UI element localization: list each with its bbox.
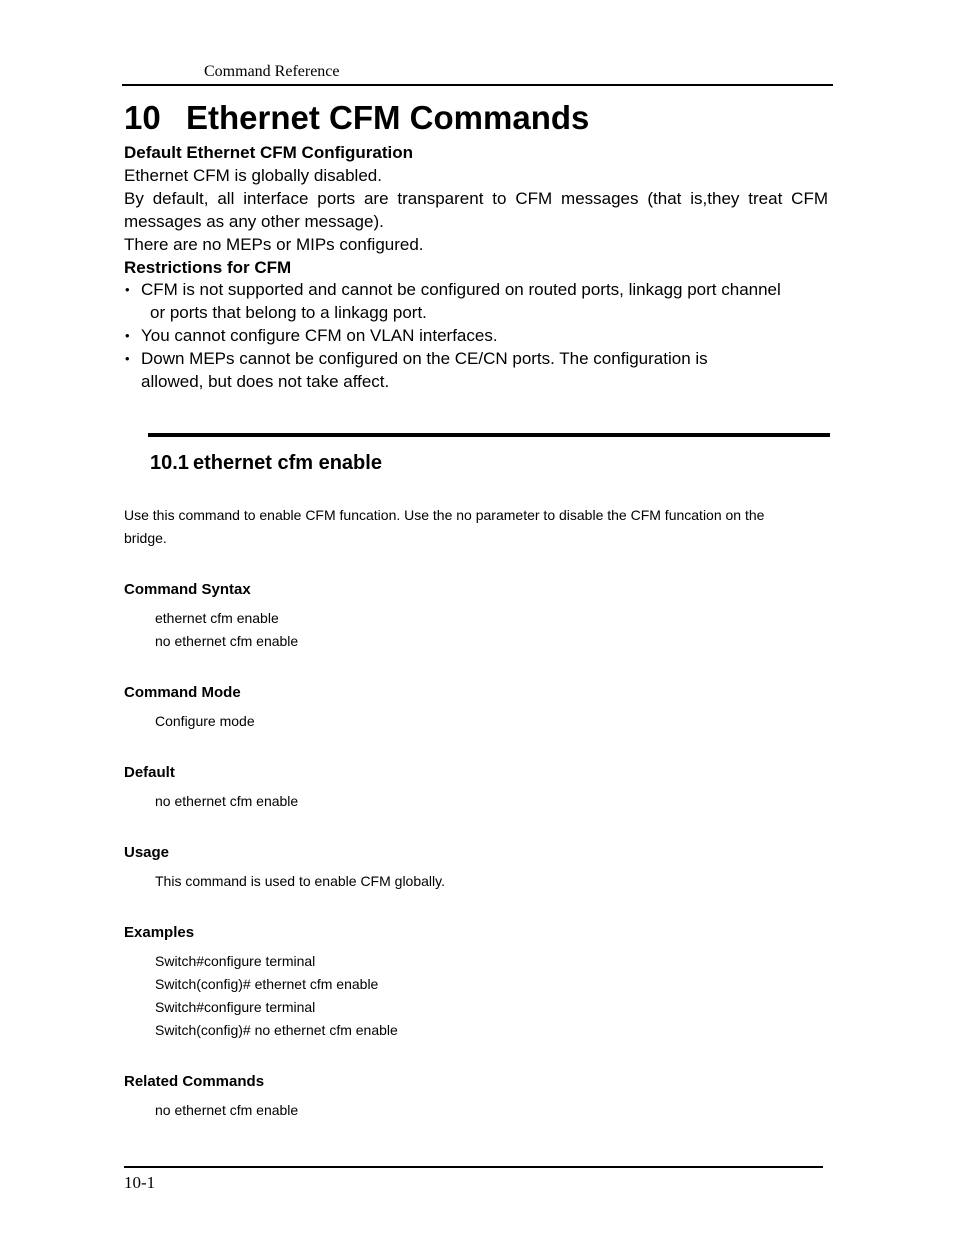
example-line: Switch#configure terminal — [155, 999, 316, 1015]
chapter-title — [124, 96, 589, 140]
section-number: 10.1 — [150, 452, 189, 474]
footer-rule — [124, 1166, 823, 1168]
running-header: Command Reference — [204, 63, 340, 80]
command-mode-heading: Command Mode — [124, 684, 241, 701]
example-line: Switch#configure terminal — [155, 953, 316, 969]
chapter-number: 10 — [124, 99, 161, 136]
examples-heading: Examples — [124, 924, 195, 941]
default-heading: Default — [124, 764, 175, 781]
restrictions-heading: Restrictions for CFM — [124, 258, 292, 277]
section-title — [150, 450, 382, 476]
default-text: no ethernet cfm enable — [155, 793, 299, 809]
bullet-marker: • — [125, 328, 130, 343]
page-number: 10-1 — [124, 1173, 156, 1192]
example-line: Switch(config)# ethernet cfm enable — [155, 976, 379, 992]
section-description: Use this command to enable CFM funcation. Use the no parameter to disable the CFM funcation on the — [124, 507, 765, 523]
default-config-line: Ethernet CFM is globally disabled. — [124, 166, 382, 185]
related-command: no ethernet cfm enable — [155, 1102, 299, 1118]
example-line: Switch(config)# no ethernet cfm enable — [155, 1022, 398, 1038]
bullet-marker: • — [125, 282, 130, 297]
section-title-text: ethernet cfm enable — [193, 452, 382, 474]
restriction-item-text: Down MEPs cannot be configured on the CE/CN ports. The configuration is — [141, 349, 708, 368]
bullet-marker: • — [125, 351, 130, 366]
chapter-title-text: Ethernet CFM Commands — [186, 99, 590, 136]
restriction-item-text: allowed, but does not take affect. — [141, 372, 390, 391]
command-syntax-heading: Command Syntax — [124, 581, 251, 598]
section-rule — [148, 433, 830, 437]
syntax-line: no ethernet cfm enable — [155, 633, 299, 649]
related-commands-heading: Related Commands — [124, 1073, 265, 1090]
section-description: bridge. — [124, 530, 167, 546]
restriction-item-text: CFM is not supported and cannot be configured on routed ports, linkagg port channel — [141, 280, 781, 299]
restriction-item-text: or ports that belong to a linkagg port. — [150, 303, 427, 322]
restriction-item-text: You cannot configure CFM on VLAN interfaces. — [141, 326, 498, 345]
command-mode-text: Configure mode — [155, 713, 255, 729]
default-config-paragraph: By default, all interface ports are transparent to CFM messages (that is,they treat CFM messages as any other message). — [124, 189, 828, 231]
usage-text: This command is used to enable CFM globally. — [155, 873, 445, 889]
default-config-heading: Default Ethernet CFM Configuration — [124, 143, 413, 162]
usage-heading: Usage — [124, 844, 170, 861]
header-rule — [122, 84, 833, 86]
syntax-line: ethernet cfm enable — [155, 610, 279, 626]
default-config-line: There are no MEPs or MIPs configured. — [124, 235, 424, 254]
